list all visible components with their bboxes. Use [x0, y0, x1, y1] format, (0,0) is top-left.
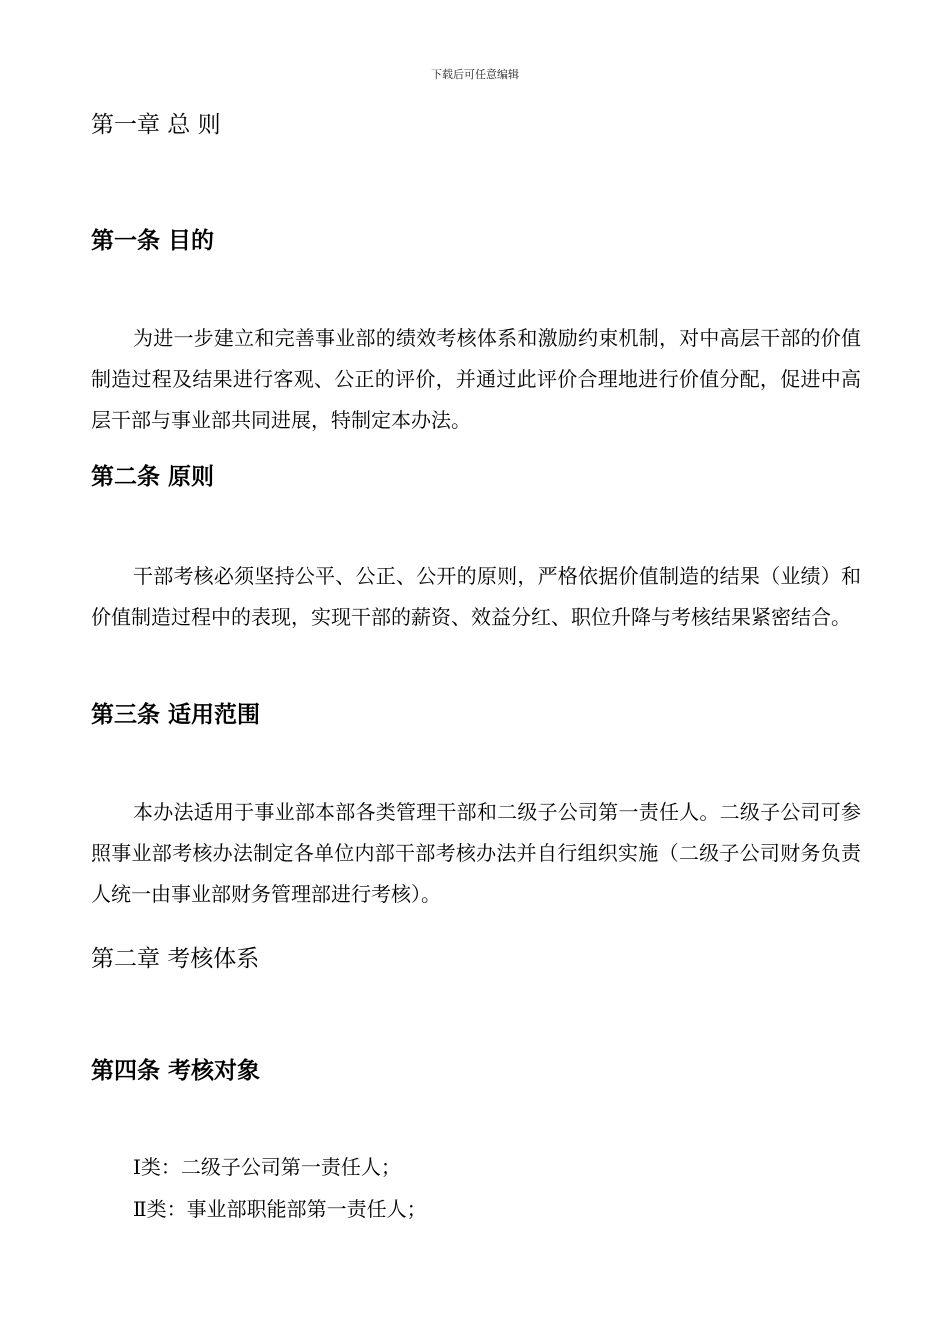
- chapter-1-title: 第一章 总 则: [91, 112, 221, 138]
- article-4-title: 第四条 考核对象: [91, 1057, 261, 1084]
- article-1-body: 为进一步建立和完善事业部的绩效考核体系和激励约束机制，对中高层干部的价值制造过程及结果进行客观、公正的评价，并通过此评价合理地进行价值分配，促进中高层干部与事业部共同进展，特制定本办法。: [91, 326, 861, 432]
- article-3-title: 第三条 适用范围: [91, 701, 261, 728]
- header-note: 下载后可任意编辑: [431, 68, 519, 81]
- list-item: Ⅰ类：二级子公司第一责任人；: [133, 1155, 401, 1179]
- chapter-2-title: 第二章 考核体系: [91, 946, 260, 972]
- article-2-title: 第二条 原则: [91, 463, 215, 490]
- article-2-body: 干部考核必须坚持公平、公正、公开的原则，严格依据价值制造的结果（业绩）和价值制造过程中的表现，实现干部的薪资、效益分红、职位升降与考核结果紧密结合。: [91, 564, 861, 629]
- list-item: Ⅱ类：事业部职能部第一责任人；: [133, 1197, 427, 1221]
- article-3-body: 本办法适用于事业部本部各类管理干部和二级子公司第一责任人。二级子公司可参照事业部考核办法制定各单位内部干部考核办法并自行组织实施（二级子公司财务负责人统一由事业部财务管理部进行考核）。: [91, 800, 861, 906]
- article-1-title: 第一条 目的: [91, 227, 215, 254]
